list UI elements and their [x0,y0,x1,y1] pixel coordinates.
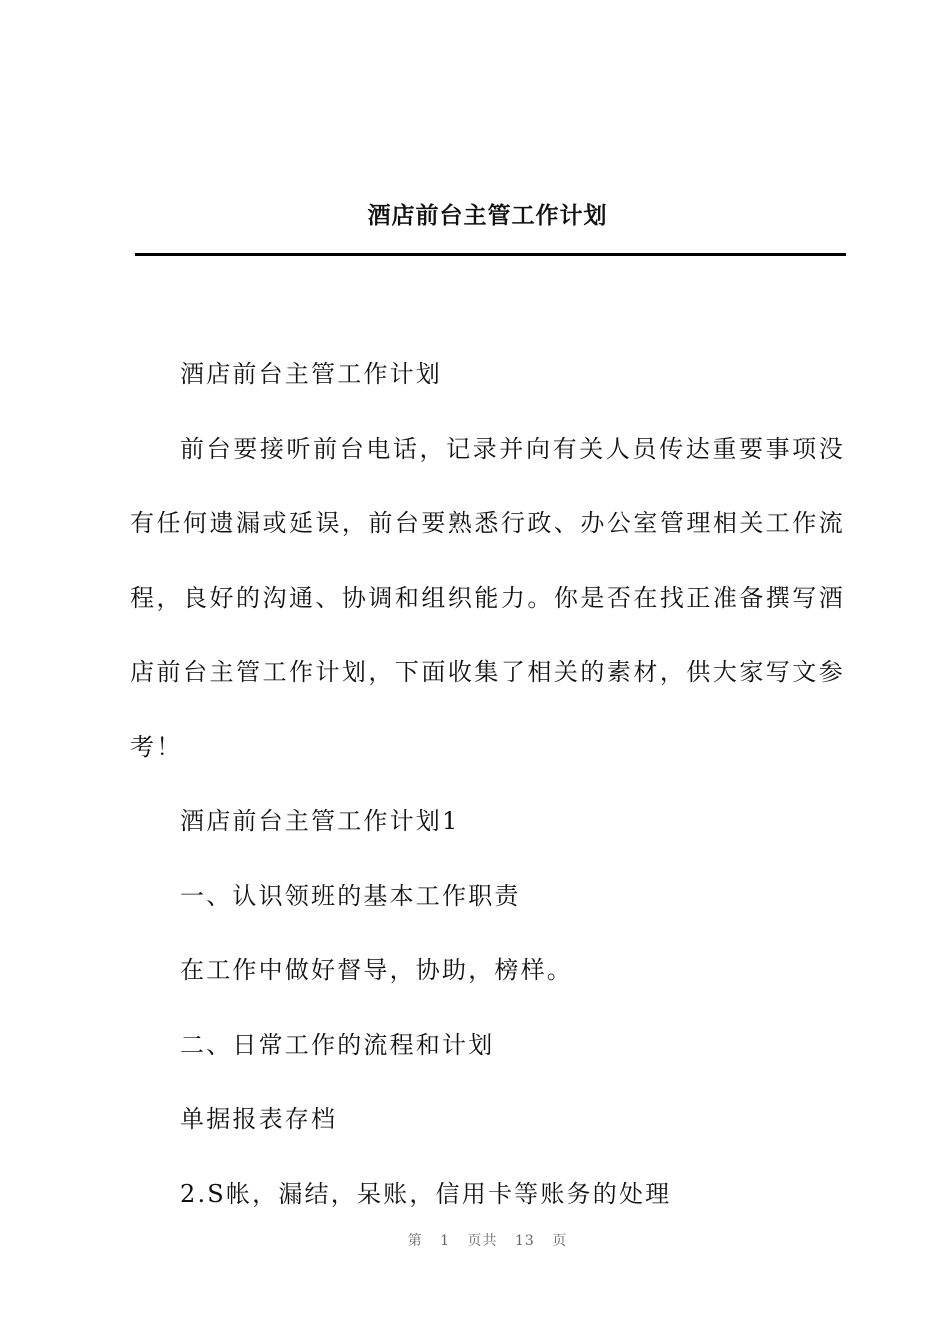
header-divider [135,253,846,256]
paragraph-archive: 单据报表存档 [180,1105,338,1133]
paragraph-plan-heading: 酒店前台主管工作计划1 [180,807,460,835]
footer-suffix: 页 [552,1233,568,1249]
document-header-title: 酒店前台主管工作计划 [367,202,608,229]
paragraph-title: 酒店前台主管工作计划 [180,360,442,388]
paragraph-section-one: 一、认识领班的基本工作职责 [180,881,521,910]
paragraph-accounts: 2.S帐，漏结，呆账，信用卡等账务的处理 [180,1179,672,1208]
paragraph-duties: 在工作中做好督导，协助，榜样。 [180,956,573,984]
document-body [130,337,845,1231]
footer-page-number: 1 [440,1233,451,1249]
footer-prefix: 第 [407,1233,423,1249]
paragraph-intro: 前台要接听前台电话，记录并向有关人员传达重要事项没有任何遗漏或延误，前台要熟悉行政、办公室管理相关工作流程，良好的沟通、协调和组织能力。你是否在找正准备撰写酒店前台主管工作计划，下面收集了相关的素材，供大家写文参考！ [130,434,845,761]
page-footer [0,1230,950,1250]
paragraph-section-two: 二、日常工作的流程和计划 [180,1030,495,1059]
footer-middle: 页共 [467,1233,498,1249]
footer-total-pages: 13 [515,1233,535,1249]
